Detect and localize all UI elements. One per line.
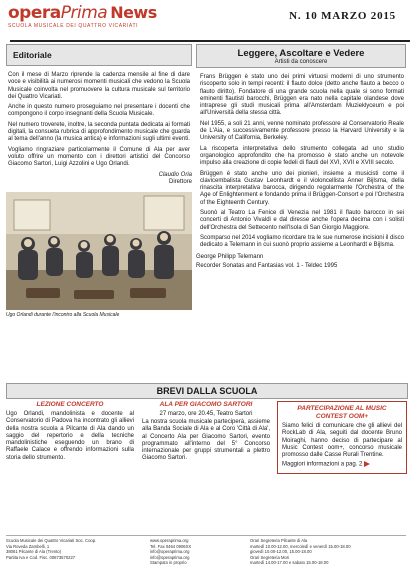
- website-link[interactable]: www.operaprima.org: [150, 538, 189, 543]
- sartori-date: 27 marzo, ore 20.45, Teatro Sartori: [159, 411, 253, 417]
- brevi-banner: BREVI DALLA SCUOLA: [6, 383, 408, 399]
- feature-paragraph: Brüggen è stato anche uno dei pionieri, insieme a musicisti come il clavicembalista Gustav Leonhardt e il violoncellista Anner Bijlsma, della rinascita interpretativa barocca, dirigendo regolarmente l'Orchestra of the Age of Enlightenment e fondando prima il Brüggen-Consort e poi l'Orchestra of the Eighteenth Century.: [200, 170, 404, 206]
- signature-role: Direttore: [168, 178, 192, 185]
- footer-line: 38061 Pilcante di Ala (Trento): [6, 549, 62, 555]
- feature-body: [196, 68, 406, 250]
- issue-number: N. 10 MARZO 2015: [289, 10, 396, 22]
- email-link[interactable]: info@operaprima.org: [150, 549, 190, 555]
- photo-caption: Ugo Orlandi durante l'incontro alla Scuola Musicale: [6, 311, 120, 318]
- editoriale-paragraph: Anche in questo numero proseguiamo nel presentare i docenti che compongono il corpo insegnanti della Scuola Musicale.: [8, 104, 190, 118]
- footer-line: Partita Iva e Cod. Fisc. 00873570227: [6, 554, 76, 560]
- sartori-body: La nostra scuola musicale parteciperà, assieme alla Banda Sociale di Ala e al Coro 'Città di Ala', al Concerto Ala per Giacomo Sartori, evento programmato all'interno del 5° Concorso internazionale per gruppi strumentali a plettro Giacomo Sartori.: [142, 419, 270, 462]
- feature-column: [196, 44, 406, 271]
- header-divider: [10, 40, 410, 42]
- feature-paragraph: Suonò al Teatro La Fenice di Venezia nel 1981 il flauto barocco in sei concerti di Antonio Vivaldi e dal diresse anche l'opera decima con i solisti dell'Orchestra del Settecento nell'Isola di San Giorgio Maggiore.: [200, 210, 404, 231]
- footer-contacts: [150, 538, 240, 566]
- recording-title: Recorder Sonatas and Fantasias vol. 1 - Teldec 1995: [196, 262, 338, 269]
- partecipazione-body: Siamo felici di comunicare che gli allievi del RockLab di Ala, seguiti dal docente Bruno Moiraghi, hanno deciso di partecipare al Music Contest oom+, concorso musicale promosso dalle Casse Rurali Trentine.: [282, 423, 402, 459]
- footer-divider: [6, 535, 406, 536]
- footer-line: Via Roveda Zambelli, 1: [6, 543, 50, 549]
- recording-composer: George Philipp Telemann: [196, 253, 264, 260]
- masthead: [4, 2, 408, 42]
- logo-opera-text: opera: [8, 3, 61, 23]
- news-partecipazione: [277, 401, 407, 474]
- feature-header: [196, 44, 406, 68]
- logo-news-text: News: [110, 3, 157, 22]
- feature-title: Leggere, Ascoltare e Vedere: [237, 48, 365, 59]
- more-info-link[interactable]: [282, 461, 402, 469]
- footer-line: Stampato in proprio: [150, 560, 187, 566]
- partecipazione-title: PARTECIPAZIONE AL MUSIC CONTEST OOM+: [297, 405, 387, 420]
- news-lezione: [6, 401, 134, 462]
- footer-line: Orari Segreteria Mori: [250, 554, 290, 560]
- editoriale-paragraph: Nel numero troverete, inoltre, la seconda puntata dedicata ai formati digitali, la consueta rubrica di approfondimento musicale che guarda al tema dell'anno (la musica antica) e informazioni sugli ultimi eventi.: [8, 121, 190, 143]
- lezione-title: LEZIONE CONCERTO: [36, 401, 104, 408]
- editoriale-paragraph: Con il mese di Marzo riprende la cadenza mensile al fine di dare voce e visibilità ai numerosi momenti musicali che vedono la Scuola Musicale coinvolta nel promuovere la cultura musicale sul territorio dei Quattro Vicariati.: [8, 72, 190, 100]
- class-photo: [6, 192, 192, 310]
- feature-recording: [196, 253, 406, 271]
- editoriale-paragraph: Vogliamo ringraziare particolarmente il Comune di Ala per aver voluto offrire un momento con i direttori artistici del Concorso Giacomo Sartori, Luigi Azzolini e Ugo Orlandi.: [8, 146, 190, 168]
- footer-line: Orari Segreteria Pilcante di Ala: [250, 538, 308, 543]
- editoriale-signature: [6, 172, 192, 186]
- news-sartori: [142, 401, 270, 463]
- operaprima-logo[interactable]: [8, 4, 157, 29]
- footer-hours: [250, 538, 406, 566]
- footer-line: martedì 10.00-12.00, mercoledì e venerdì 15.00-18.00: [250, 543, 351, 549]
- editoriale-title: Editoriale: [6, 44, 192, 66]
- footer-line: Scuola Musicale dei Quattro Vicariati Soc. Coop.: [6, 538, 97, 543]
- footer-line: martedì 14.00-17.00 e sabato 15.00-18.00: [250, 560, 329, 566]
- email-link[interactable]: info@operaprima.org: [150, 554, 190, 560]
- sartori-title: ALA PER GIACOMO SARTORI: [159, 401, 253, 408]
- class-photo-illustration: [6, 192, 192, 310]
- footer-line: Tel. Fax 0464 0906XX: [150, 543, 192, 549]
- logo-prima-text: Prima: [60, 3, 108, 23]
- feature-paragraph: Frans Brüggen è stato uno dei primi virtuosi moderni di uno strumento riscoperto solo in tempi recenti: il flauto dolce (detto anche flauto a becco o flauto diritto). Fondatore di una grande scuola nella quale si sono formati eminenti flautisti barocchi, Brüggen era nato nella capitale olandese dove intraprese gli studi musicali prima all'Amsterdam Muzieklyceum e poi all'Università della stessa città.: [200, 74, 404, 117]
- feature-paragraph: Scomparso nel 2014 vogliamo ricordare tra le sue numerose incisioni il disco dedicato a Telemann in cui suonò proprio assieme a Leonhardt e Bijlsma.: [200, 234, 404, 249]
- lezione-body: Ugo Orlandi, mandolinista e docente al Conservatorio di Padova ha incontrato gli allievi della nostra scuola a Pilcante di Ala dando un saggio del repertorio e della tecniche mandolinistiche eseguendo un brano di Raffaele Calace e offrendo informazioni sulla storia dello strumento.: [6, 411, 134, 461]
- footer-line: giovedì 10.00-12.00, 15.00-18.00: [250, 549, 312, 555]
- footer-address: [6, 538, 146, 560]
- feature-paragraph: Nel 1955, a soli 21 anni, venne nominato professore al Conservatorio Reale de L'Aia, e successivamente professore presso la Harvard University e la University of California, Berkeley.: [200, 120, 404, 142]
- feature-subtitle: Artisti da conoscere: [274, 59, 328, 65]
- arrow-right-icon: [364, 461, 370, 467]
- more-info-label: Maggiori informazioni a pag. 2: [282, 462, 363, 469]
- logo-subtitle: SCUOLA MUSICALE DEI QUATTRO VICARIATI: [8, 23, 139, 29]
- editoriale-column: [6, 44, 192, 318]
- signature-name: Claudio Oria: [158, 171, 192, 178]
- editoriale-body: [6, 66, 192, 169]
- feature-paragraph: La riscoperta interpretativa dello strumento collegata ad uno studio organologico approfondito che ha promosso è stato anche un notevole impulso alla creazione di copie fedeli di flauti del XVI, XVII e XVIII secolo.: [200, 145, 404, 167]
